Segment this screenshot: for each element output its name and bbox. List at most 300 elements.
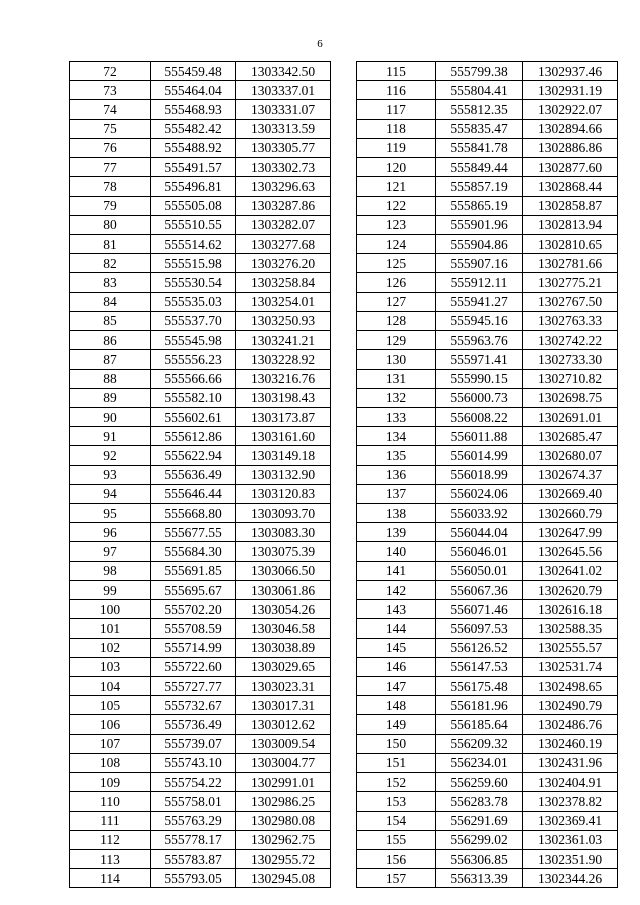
y-coordinate-cell: 1302986.25 bbox=[236, 792, 331, 811]
table-row bbox=[357, 215, 618, 234]
table-row bbox=[70, 734, 331, 753]
point-number-cell: 110 bbox=[70, 792, 151, 811]
y-coordinate-cell: 1303012.62 bbox=[236, 715, 331, 734]
x-coordinate-cell: 555677.55 bbox=[151, 523, 236, 542]
point-number-cell: 104 bbox=[70, 677, 151, 696]
table-row bbox=[70, 600, 331, 619]
y-coordinate-cell: 1302698.75 bbox=[523, 388, 618, 407]
y-coordinate-cell: 1302588.35 bbox=[523, 619, 618, 638]
y-coordinate-cell: 1303331.07 bbox=[236, 100, 331, 119]
point-number-cell: 79 bbox=[70, 196, 151, 215]
point-number-cell: 105 bbox=[70, 696, 151, 715]
x-coordinate-cell: 555535.03 bbox=[151, 292, 236, 311]
y-coordinate-cell: 1302351.90 bbox=[523, 849, 618, 868]
point-number-cell: 147 bbox=[357, 677, 436, 696]
table-row bbox=[70, 504, 331, 523]
point-number-cell: 131 bbox=[357, 369, 436, 388]
point-number-cell: 90 bbox=[70, 407, 151, 426]
table-row bbox=[70, 792, 331, 811]
x-coordinate-cell: 555714.99 bbox=[151, 638, 236, 657]
y-coordinate-cell: 1303066.50 bbox=[236, 561, 331, 580]
table-row bbox=[357, 62, 618, 81]
point-number-cell: 126 bbox=[357, 273, 436, 292]
y-coordinate-cell: 1303305.77 bbox=[236, 138, 331, 157]
table-row bbox=[357, 811, 618, 830]
y-coordinate-cell: 1302763.33 bbox=[523, 311, 618, 330]
x-coordinate-cell: 555582.10 bbox=[151, 388, 236, 407]
point-number-cell: 136 bbox=[357, 465, 436, 484]
table-row bbox=[357, 619, 618, 638]
y-coordinate-cell: 1302955.72 bbox=[236, 849, 331, 868]
table-row bbox=[357, 600, 618, 619]
point-number-cell: 122 bbox=[357, 196, 436, 215]
x-coordinate-cell: 555514.62 bbox=[151, 234, 236, 253]
x-coordinate-cell: 555488.92 bbox=[151, 138, 236, 157]
point-number-cell: 92 bbox=[70, 446, 151, 465]
point-number-cell: 142 bbox=[357, 580, 436, 599]
x-coordinate-cell: 555804.41 bbox=[436, 81, 523, 100]
point-number-cell: 137 bbox=[357, 484, 436, 503]
point-number-cell: 133 bbox=[357, 407, 436, 426]
x-coordinate-cell: 555684.30 bbox=[151, 542, 236, 561]
y-coordinate-cell: 1302490.79 bbox=[523, 696, 618, 715]
table-row bbox=[70, 196, 331, 215]
point-number-cell: 116 bbox=[357, 81, 436, 100]
table-row bbox=[70, 811, 331, 830]
table-row bbox=[357, 407, 618, 426]
point-number-cell: 82 bbox=[70, 254, 151, 273]
y-coordinate-cell: 1303173.87 bbox=[236, 407, 331, 426]
y-coordinate-cell: 1302931.19 bbox=[523, 81, 618, 100]
table-row bbox=[357, 369, 618, 388]
table-row bbox=[70, 446, 331, 465]
table-row bbox=[357, 350, 618, 369]
y-coordinate-cell: 1302937.46 bbox=[523, 62, 618, 81]
y-coordinate-cell: 1302877.60 bbox=[523, 158, 618, 177]
table-row bbox=[357, 523, 618, 542]
point-number-cell: 101 bbox=[70, 619, 151, 638]
point-number-cell: 115 bbox=[357, 62, 436, 81]
y-coordinate-cell: 1302620.79 bbox=[523, 580, 618, 599]
table-row bbox=[357, 196, 618, 215]
y-coordinate-cell: 1302486.76 bbox=[523, 715, 618, 734]
point-number-cell: 96 bbox=[70, 523, 151, 542]
point-number-cell: 157 bbox=[357, 869, 436, 888]
x-coordinate-cell: 556209.32 bbox=[436, 734, 523, 753]
x-coordinate-cell: 555668.80 bbox=[151, 504, 236, 523]
point-number-cell: 100 bbox=[70, 600, 151, 619]
table-row bbox=[357, 580, 618, 599]
x-coordinate-cell: 556050.01 bbox=[436, 561, 523, 580]
point-number-cell: 103 bbox=[70, 657, 151, 676]
x-coordinate-cell: 555783.87 bbox=[151, 849, 236, 868]
y-coordinate-cell: 1303038.89 bbox=[236, 638, 331, 657]
point-number-cell: 153 bbox=[357, 792, 436, 811]
point-number-cell: 152 bbox=[357, 773, 436, 792]
x-coordinate-cell: 555515.98 bbox=[151, 254, 236, 273]
point-number-cell: 78 bbox=[70, 177, 151, 196]
x-coordinate-cell: 556046.01 bbox=[436, 542, 523, 561]
point-number-cell: 119 bbox=[357, 138, 436, 157]
point-number-cell: 125 bbox=[357, 254, 436, 273]
x-coordinate-cell: 555971.41 bbox=[436, 350, 523, 369]
point-number-cell: 117 bbox=[357, 100, 436, 119]
point-number-cell: 93 bbox=[70, 465, 151, 484]
y-coordinate-cell: 1303342.50 bbox=[236, 62, 331, 81]
table-row bbox=[70, 138, 331, 157]
point-number-cell: 102 bbox=[70, 638, 151, 657]
point-number-cell: 77 bbox=[70, 158, 151, 177]
point-number-cell: 127 bbox=[357, 292, 436, 311]
table-row bbox=[357, 177, 618, 196]
point-number-cell: 85 bbox=[70, 311, 151, 330]
y-coordinate-cell: 1302647.99 bbox=[523, 523, 618, 542]
x-coordinate-cell: 555468.93 bbox=[151, 100, 236, 119]
point-number-cell: 146 bbox=[357, 657, 436, 676]
x-coordinate-cell: 555778.17 bbox=[151, 830, 236, 849]
table-row bbox=[357, 427, 618, 446]
point-number-cell: 81 bbox=[70, 234, 151, 253]
point-number-cell: 97 bbox=[70, 542, 151, 561]
y-coordinate-cell: 1303061.86 bbox=[236, 580, 331, 599]
x-coordinate-cell: 555556.23 bbox=[151, 350, 236, 369]
table-row bbox=[357, 542, 618, 561]
table-row bbox=[357, 119, 618, 138]
point-number-cell: 113 bbox=[70, 849, 151, 868]
point-number-cell: 95 bbox=[70, 504, 151, 523]
y-coordinate-cell: 1303009.54 bbox=[236, 734, 331, 753]
table-row bbox=[70, 677, 331, 696]
y-coordinate-cell: 1303337.01 bbox=[236, 81, 331, 100]
table-row bbox=[70, 561, 331, 580]
point-number-cell: 155 bbox=[357, 830, 436, 849]
y-coordinate-cell: 1302922.07 bbox=[523, 100, 618, 119]
point-number-cell: 86 bbox=[70, 331, 151, 350]
y-coordinate-cell: 1303132.90 bbox=[236, 465, 331, 484]
table-row bbox=[357, 138, 618, 157]
point-number-cell: 150 bbox=[357, 734, 436, 753]
point-number-cell: 74 bbox=[70, 100, 151, 119]
point-number-cell: 112 bbox=[70, 830, 151, 849]
point-number-cell: 154 bbox=[357, 811, 436, 830]
table-row bbox=[70, 753, 331, 772]
x-coordinate-cell: 555799.38 bbox=[436, 62, 523, 81]
point-number-cell: 99 bbox=[70, 580, 151, 599]
table-row bbox=[357, 792, 618, 811]
x-coordinate-cell: 556033.92 bbox=[436, 504, 523, 523]
y-coordinate-cell: 1302369.41 bbox=[523, 811, 618, 830]
x-coordinate-cell: 556299.02 bbox=[436, 830, 523, 849]
point-number-cell: 91 bbox=[70, 427, 151, 446]
x-coordinate-cell: 556071.46 bbox=[436, 600, 523, 619]
table-row bbox=[357, 484, 618, 503]
x-coordinate-cell: 555530.54 bbox=[151, 273, 236, 292]
table-row bbox=[357, 773, 618, 792]
point-number-cell: 148 bbox=[357, 696, 436, 715]
table-row bbox=[357, 504, 618, 523]
point-number-cell: 73 bbox=[70, 81, 151, 100]
x-coordinate-cell: 555732.67 bbox=[151, 696, 236, 715]
y-coordinate-cell: 1302945.08 bbox=[236, 869, 331, 888]
x-coordinate-cell: 556018.99 bbox=[436, 465, 523, 484]
point-number-cell: 83 bbox=[70, 273, 151, 292]
y-coordinate-cell: 1303017.31 bbox=[236, 696, 331, 715]
x-coordinate-cell: 556181.96 bbox=[436, 696, 523, 715]
table-row bbox=[357, 158, 618, 177]
x-coordinate-cell: 555945.16 bbox=[436, 311, 523, 330]
table-row bbox=[357, 734, 618, 753]
point-number-cell: 80 bbox=[70, 215, 151, 234]
x-coordinate-cell: 555510.55 bbox=[151, 215, 236, 234]
point-number-cell: 106 bbox=[70, 715, 151, 734]
x-coordinate-cell: 556000.73 bbox=[436, 388, 523, 407]
y-coordinate-cell: 1302894.66 bbox=[523, 119, 618, 138]
point-number-cell: 88 bbox=[70, 369, 151, 388]
x-coordinate-cell: 556044.04 bbox=[436, 523, 523, 542]
point-number-cell: 139 bbox=[357, 523, 436, 542]
table-row bbox=[357, 234, 618, 253]
coordinates-table-left bbox=[69, 61, 331, 888]
table-row bbox=[357, 331, 618, 350]
x-coordinate-cell: 555459.48 bbox=[151, 62, 236, 81]
table-row bbox=[70, 292, 331, 311]
y-coordinate-cell: 1302685.47 bbox=[523, 427, 618, 446]
x-coordinate-cell: 555907.16 bbox=[436, 254, 523, 273]
y-coordinate-cell: 1303276.20 bbox=[236, 254, 331, 273]
x-coordinate-cell: 555695.67 bbox=[151, 580, 236, 599]
x-coordinate-cell: 555491.57 bbox=[151, 158, 236, 177]
table-row bbox=[70, 523, 331, 542]
y-coordinate-cell: 1302645.56 bbox=[523, 542, 618, 561]
y-coordinate-cell: 1303120.83 bbox=[236, 484, 331, 503]
y-coordinate-cell: 1303277.68 bbox=[236, 234, 331, 253]
table-row bbox=[70, 696, 331, 715]
y-coordinate-cell: 1303296.63 bbox=[236, 177, 331, 196]
y-coordinate-cell: 1303241.21 bbox=[236, 331, 331, 350]
y-coordinate-cell: 1302710.82 bbox=[523, 369, 618, 388]
x-coordinate-cell: 555691.85 bbox=[151, 561, 236, 580]
x-coordinate-cell: 555722.60 bbox=[151, 657, 236, 676]
y-coordinate-cell: 1302691.01 bbox=[523, 407, 618, 426]
table-row bbox=[70, 369, 331, 388]
table-row bbox=[70, 311, 331, 330]
table-row bbox=[70, 254, 331, 273]
table-row bbox=[357, 81, 618, 100]
y-coordinate-cell: 1302858.87 bbox=[523, 196, 618, 215]
y-coordinate-cell: 1302361.03 bbox=[523, 830, 618, 849]
y-coordinate-cell: 1302431.96 bbox=[523, 753, 618, 772]
point-number-cell: 87 bbox=[70, 350, 151, 369]
x-coordinate-cell: 555763.29 bbox=[151, 811, 236, 830]
y-coordinate-cell: 1302742.22 bbox=[523, 331, 618, 350]
point-number-cell: 156 bbox=[357, 849, 436, 868]
y-coordinate-cell: 1303161.60 bbox=[236, 427, 331, 446]
y-coordinate-cell: 1302781.66 bbox=[523, 254, 618, 273]
table-row bbox=[70, 100, 331, 119]
point-number-cell: 130 bbox=[357, 350, 436, 369]
y-coordinate-cell: 1302404.91 bbox=[523, 773, 618, 792]
table-body bbox=[70, 62, 331, 888]
point-number-cell: 121 bbox=[357, 177, 436, 196]
point-number-cell: 144 bbox=[357, 619, 436, 638]
x-coordinate-cell: 555622.94 bbox=[151, 446, 236, 465]
table-row bbox=[70, 158, 331, 177]
y-coordinate-cell: 1303287.86 bbox=[236, 196, 331, 215]
x-coordinate-cell: 555754.22 bbox=[151, 773, 236, 792]
table-row bbox=[357, 830, 618, 849]
table-row bbox=[70, 638, 331, 657]
y-coordinate-cell: 1302810.65 bbox=[523, 234, 618, 253]
point-number-cell: 107 bbox=[70, 734, 151, 753]
y-coordinate-cell: 1302991.01 bbox=[236, 773, 331, 792]
x-coordinate-cell: 556283.78 bbox=[436, 792, 523, 811]
point-number-cell: 145 bbox=[357, 638, 436, 657]
y-coordinate-cell: 1302555.57 bbox=[523, 638, 618, 657]
table-row bbox=[70, 234, 331, 253]
table-row bbox=[70, 215, 331, 234]
table-row bbox=[357, 849, 618, 868]
point-number-cell: 128 bbox=[357, 311, 436, 330]
x-coordinate-cell: 556067.36 bbox=[436, 580, 523, 599]
y-coordinate-cell: 1303093.70 bbox=[236, 504, 331, 523]
y-coordinate-cell: 1303046.58 bbox=[236, 619, 331, 638]
y-coordinate-cell: 1302767.50 bbox=[523, 292, 618, 311]
x-coordinate-cell: 555602.61 bbox=[151, 407, 236, 426]
y-coordinate-cell: 1302460.19 bbox=[523, 734, 618, 753]
table-row bbox=[70, 350, 331, 369]
point-number-cell: 149 bbox=[357, 715, 436, 734]
y-coordinate-cell: 1302980.08 bbox=[236, 811, 331, 830]
table-row bbox=[70, 542, 331, 561]
point-number-cell: 111 bbox=[70, 811, 151, 830]
y-coordinate-cell: 1303083.30 bbox=[236, 523, 331, 542]
x-coordinate-cell: 556147.53 bbox=[436, 657, 523, 676]
coordinates-table-right bbox=[356, 61, 618, 888]
point-number-cell: 120 bbox=[357, 158, 436, 177]
x-coordinate-cell: 556175.48 bbox=[436, 677, 523, 696]
y-coordinate-cell: 1303228.92 bbox=[236, 350, 331, 369]
table-row bbox=[70, 465, 331, 484]
y-coordinate-cell: 1303254.01 bbox=[236, 292, 331, 311]
table-row bbox=[70, 273, 331, 292]
x-coordinate-cell: 555793.05 bbox=[151, 869, 236, 888]
x-coordinate-cell: 555496.81 bbox=[151, 177, 236, 196]
x-coordinate-cell: 555708.59 bbox=[151, 619, 236, 638]
table-row bbox=[357, 657, 618, 676]
table-row bbox=[70, 388, 331, 407]
x-coordinate-cell: 555537.70 bbox=[151, 311, 236, 330]
y-coordinate-cell: 1302775.21 bbox=[523, 273, 618, 292]
x-coordinate-cell: 556306.85 bbox=[436, 849, 523, 868]
table-row bbox=[70, 619, 331, 638]
table-row bbox=[357, 446, 618, 465]
y-coordinate-cell: 1303029.65 bbox=[236, 657, 331, 676]
x-coordinate-cell: 556234.01 bbox=[436, 753, 523, 772]
x-coordinate-cell: 556008.22 bbox=[436, 407, 523, 426]
y-coordinate-cell: 1303216.76 bbox=[236, 369, 331, 388]
table-row bbox=[70, 773, 331, 792]
y-coordinate-cell: 1302616.18 bbox=[523, 600, 618, 619]
x-coordinate-cell: 556313.39 bbox=[436, 869, 523, 888]
point-number-cell: 98 bbox=[70, 561, 151, 580]
table-row bbox=[70, 407, 331, 426]
x-coordinate-cell: 555736.49 bbox=[151, 715, 236, 734]
x-coordinate-cell: 555505.08 bbox=[151, 196, 236, 215]
table-row bbox=[357, 715, 618, 734]
table-row bbox=[70, 177, 331, 196]
point-number-cell: 108 bbox=[70, 753, 151, 772]
point-number-cell: 134 bbox=[357, 427, 436, 446]
point-number-cell: 143 bbox=[357, 600, 436, 619]
x-coordinate-cell: 555849.44 bbox=[436, 158, 523, 177]
table-row bbox=[70, 484, 331, 503]
point-number-cell: 89 bbox=[70, 388, 151, 407]
point-number-cell: 109 bbox=[70, 773, 151, 792]
point-number-cell: 76 bbox=[70, 138, 151, 157]
table-row bbox=[70, 715, 331, 734]
point-number-cell: 123 bbox=[357, 215, 436, 234]
table-row bbox=[357, 100, 618, 119]
table-row bbox=[357, 273, 618, 292]
y-coordinate-cell: 1303075.39 bbox=[236, 542, 331, 561]
table-row bbox=[357, 292, 618, 311]
table-row bbox=[70, 580, 331, 599]
y-coordinate-cell: 1303313.59 bbox=[236, 119, 331, 138]
y-coordinate-cell: 1303198.43 bbox=[236, 388, 331, 407]
table-row bbox=[357, 465, 618, 484]
table-row bbox=[357, 388, 618, 407]
table-row bbox=[70, 62, 331, 81]
table-row bbox=[357, 561, 618, 580]
y-coordinate-cell: 1302886.86 bbox=[523, 138, 618, 157]
x-coordinate-cell: 555464.04 bbox=[151, 81, 236, 100]
y-coordinate-cell: 1303302.73 bbox=[236, 158, 331, 177]
x-coordinate-cell: 555904.86 bbox=[436, 234, 523, 253]
y-coordinate-cell: 1302813.94 bbox=[523, 215, 618, 234]
point-number-cell: 132 bbox=[357, 388, 436, 407]
x-coordinate-cell: 556024.06 bbox=[436, 484, 523, 503]
y-coordinate-cell: 1302498.65 bbox=[523, 677, 618, 696]
point-number-cell: 141 bbox=[357, 561, 436, 580]
x-coordinate-cell: 556291.69 bbox=[436, 811, 523, 830]
x-coordinate-cell: 555941.27 bbox=[436, 292, 523, 311]
y-coordinate-cell: 1302669.40 bbox=[523, 484, 618, 503]
point-number-cell: 114 bbox=[70, 869, 151, 888]
y-coordinate-cell: 1302962.75 bbox=[236, 830, 331, 849]
point-number-cell: 84 bbox=[70, 292, 151, 311]
x-coordinate-cell: 555739.07 bbox=[151, 734, 236, 753]
y-coordinate-cell: 1302531.74 bbox=[523, 657, 618, 676]
y-coordinate-cell: 1303250.93 bbox=[236, 311, 331, 330]
x-coordinate-cell: 555727.77 bbox=[151, 677, 236, 696]
point-number-cell: 94 bbox=[70, 484, 151, 503]
x-coordinate-cell: 556126.52 bbox=[436, 638, 523, 657]
point-number-cell: 138 bbox=[357, 504, 436, 523]
y-coordinate-cell: 1302680.07 bbox=[523, 446, 618, 465]
x-coordinate-cell: 555612.86 bbox=[151, 427, 236, 446]
table-body bbox=[357, 62, 618, 888]
table-row bbox=[70, 427, 331, 446]
point-number-cell: 72 bbox=[70, 62, 151, 81]
table-row bbox=[357, 869, 618, 888]
x-coordinate-cell: 555963.76 bbox=[436, 331, 523, 350]
y-coordinate-cell: 1302660.79 bbox=[523, 504, 618, 523]
y-coordinate-cell: 1303149.18 bbox=[236, 446, 331, 465]
x-coordinate-cell: 555545.98 bbox=[151, 331, 236, 350]
table-row bbox=[70, 119, 331, 138]
y-coordinate-cell: 1302378.82 bbox=[523, 792, 618, 811]
x-coordinate-cell: 556259.60 bbox=[436, 773, 523, 792]
